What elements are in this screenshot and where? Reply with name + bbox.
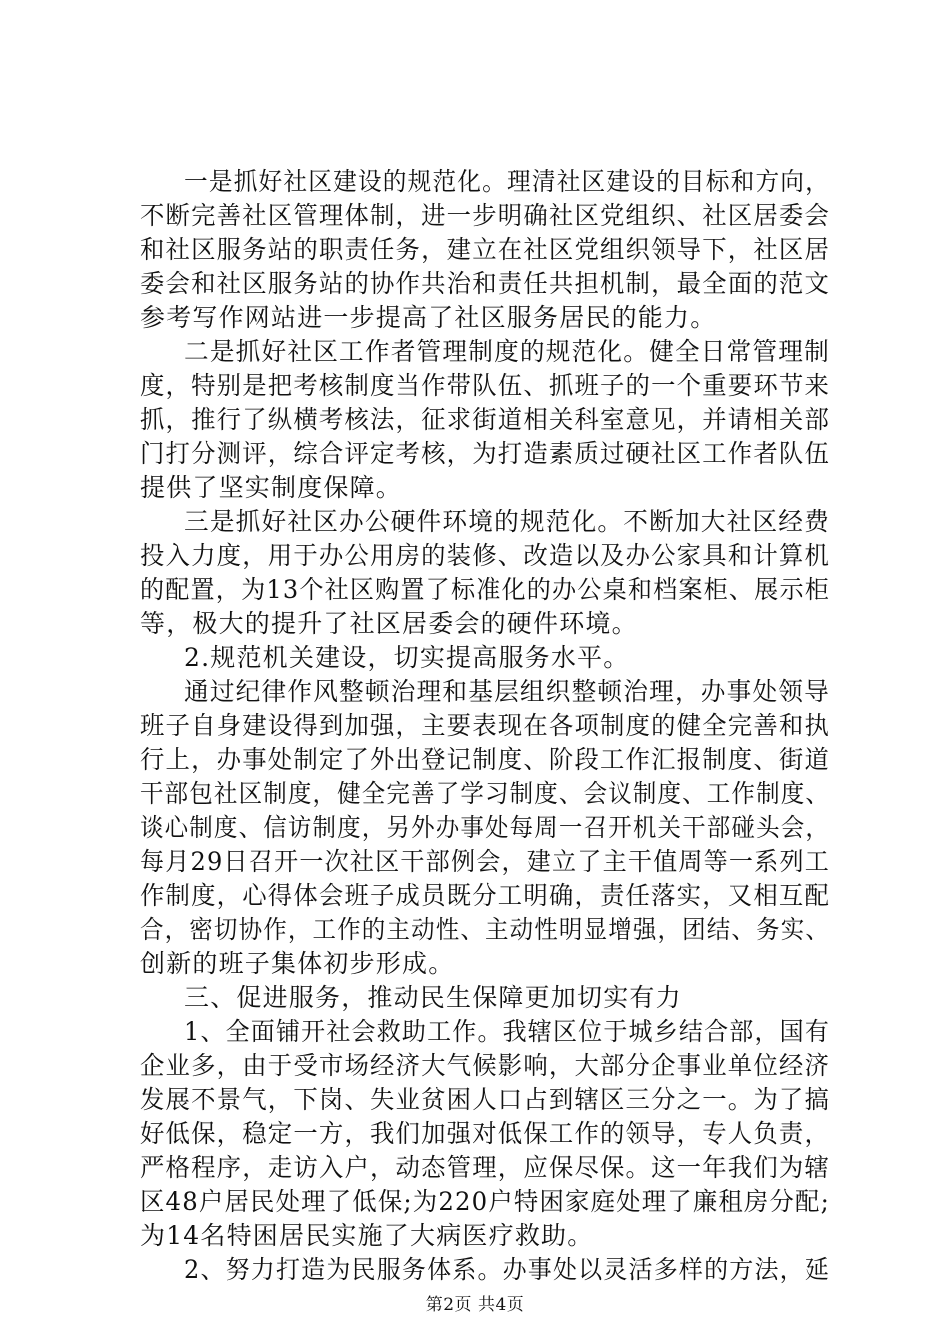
text-line: 企业多，由于受市场经济大气候影响，大部分企事业单位经济 xyxy=(140,1051,830,1080)
page-number-label: 第2页 共4页 xyxy=(425,1295,525,1315)
text-line: 门打分测评，综合评定考核，为打造素质过硬社区工作者队伍 xyxy=(140,439,830,468)
text-line: 创新的班子集体初步形成。 xyxy=(140,949,455,978)
text-line: 区48户居民处理了低保;为220户特困家庭处理了廉租房分配; xyxy=(140,1187,830,1216)
page-footer xyxy=(0,1294,950,1316)
text-line: 谈心制度、信访制度，另外办事处每周一召开机关干部碰头会， xyxy=(140,813,830,842)
text-line: 提供了坚实制度保障。 xyxy=(140,473,403,502)
text-line: 度，特别是把考核制度当作带队伍、抓班子的一个重要环节来 xyxy=(140,371,830,400)
text-line: 一是抓好社区建设的规范化。理清社区建设的目标和方向， xyxy=(184,167,830,196)
text-line: 三是抓好社区办公硬件环境的规范化。不断加大社区经费 xyxy=(184,507,830,536)
text-line: 作制度，心得体会班子成员既分工明确，责任落实，又相互配 xyxy=(140,881,830,910)
text-line: 班子自身建设得到加强，主要表现在各项制度的健全完善和执 xyxy=(140,711,830,740)
text-line: 每月29日召开一次社区干部例会，建立了主干值周等一系列工 xyxy=(140,847,830,876)
text-line: 不断完善社区管理体制，进一步明确社区党组织、社区居委会 xyxy=(140,201,830,230)
text-line: 好低保，稳定一方，我们加强对低保工作的领导，专人负责， xyxy=(140,1119,830,1148)
text-line: 参考写作网站进一步提高了社区服务居民的能力。 xyxy=(140,303,717,332)
text-line: 三、促进服务，推动民生保障更加切实有力 xyxy=(184,983,682,1012)
text-line: 委会和社区服务站的协作共治和责任共担机制，最全面的范文 xyxy=(140,269,830,298)
text-line: 二是抓好社区工作者管理制度的规范化。健全日常管理制 xyxy=(184,337,830,366)
text-line: 1、全面铺开社会救助工作。我辖区位于城乡结合部，国有 xyxy=(184,1017,830,1046)
text-line: 抓，推行了纵横考核法，征求街道相关科室意见，并请相关部 xyxy=(140,405,830,434)
text-line: 的配置，为13个社区购置了标准化的办公桌和档案柜、展示柜 xyxy=(140,575,830,604)
text-line: 2.规范机关建设，切实提高服务水平。 xyxy=(184,643,630,672)
text-line: 干部包社区制度，健全完善了学习制度、会议制度、工作制度、 xyxy=(140,779,830,808)
text-line: 投入力度，用于办公用房的装修、改造以及办公家具和计算机 xyxy=(140,541,830,570)
text-line: 为14名特困居民实施了大病医疗救助。 xyxy=(140,1221,594,1250)
text-line: 严格程序，走访入户，动态管理，应保尽保。这一年我们为辖 xyxy=(140,1153,830,1182)
text-line: 通过纪律作风整顿治理和基层组织整顿治理，办事处领导 xyxy=(184,677,830,706)
text-line: 行上，办事处制定了外出登记制度、阶段工作汇报制度、街道 xyxy=(140,745,830,774)
text-line: 发展不景气，下岗、失业贫困人口占到辖区三分之一。为了搞 xyxy=(140,1085,830,1114)
text-line: 和社区服务站的职责任务，建立在社区党组织领导下，社区居 xyxy=(140,235,830,264)
text-line: 等，极大的提升了社区居委会的硬件环境。 xyxy=(140,609,638,638)
text-line: 2、努力打造为民服务体系。办事处以灵活多样的方法，延 xyxy=(184,1255,830,1284)
text-line: 合，密切协作，工作的主动性、主动性明显增强，团结、务实、 xyxy=(140,915,830,944)
